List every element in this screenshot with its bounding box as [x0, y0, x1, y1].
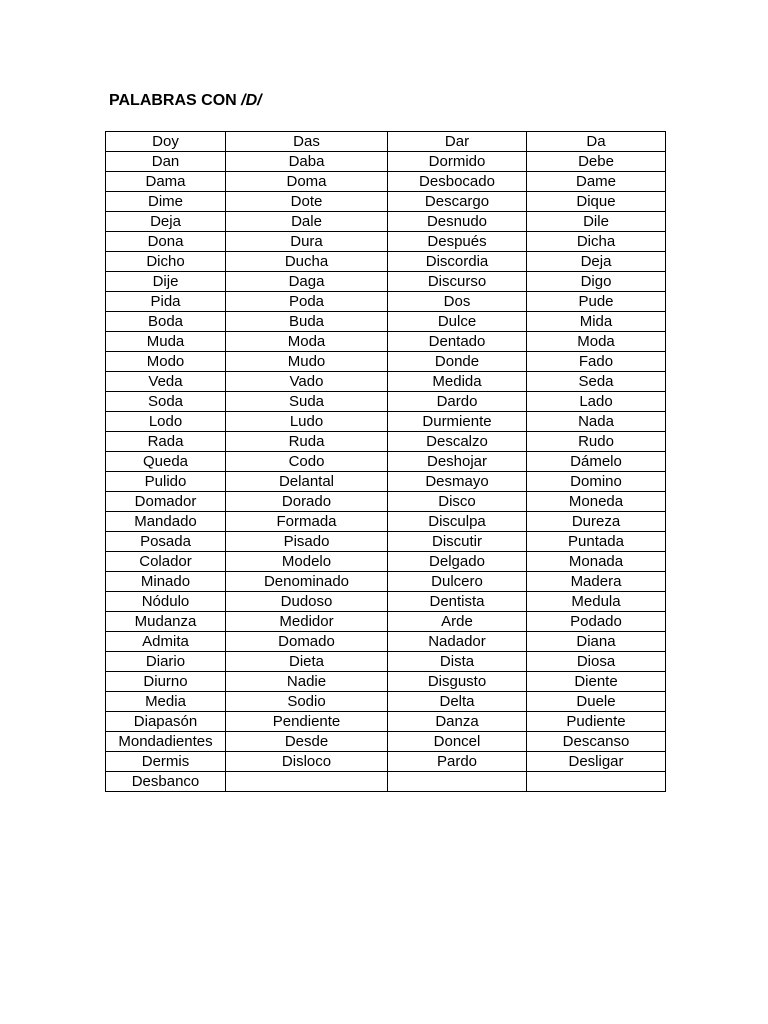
table-cell: Ducha: [226, 252, 388, 272]
table-cell: Disgusto: [388, 672, 527, 692]
table-cell: Codo: [226, 452, 388, 472]
table-cell: Deja: [106, 212, 226, 232]
table-cell: Dentado: [388, 332, 527, 352]
table-row: [106, 552, 666, 572]
table-cell: Dudoso: [226, 592, 388, 612]
table-cell: [388, 772, 527, 792]
table-cell: Descalzo: [388, 432, 527, 452]
table-cell: Pida: [106, 292, 226, 312]
table-cell: Medula: [527, 592, 666, 612]
table-cell: Lado: [527, 392, 666, 412]
table-cell: Dama: [106, 172, 226, 192]
table-cell: Poda: [226, 292, 388, 312]
table-cell: Pendiente: [226, 712, 388, 732]
table-cell: Mudo: [226, 352, 388, 372]
table-cell: Da: [527, 132, 666, 152]
table-cell: Queda: [106, 452, 226, 472]
table-row: [106, 592, 666, 612]
table-cell: Desbanco: [106, 772, 226, 792]
table-cell: Dame: [527, 172, 666, 192]
table-cell: Formada: [226, 512, 388, 532]
table-cell: Rada: [106, 432, 226, 452]
table-cell: Diario: [106, 652, 226, 672]
table-cell: Rudo: [527, 432, 666, 452]
table-cell: Dan: [106, 152, 226, 172]
table-cell: Pudiente: [527, 712, 666, 732]
table-cell: Dicha: [527, 232, 666, 252]
table-cell: Dermis: [106, 752, 226, 772]
page-title-text: PALABRAS CON: [109, 92, 242, 109]
table-cell: Diana: [527, 632, 666, 652]
table-cell: Desbocado: [388, 172, 527, 192]
table-row: [106, 332, 666, 352]
table-row: [106, 312, 666, 332]
table-row: [106, 272, 666, 292]
table-cell: Mudanza: [106, 612, 226, 632]
table-cell: Puntada: [527, 532, 666, 552]
table-cell: Dura: [226, 232, 388, 252]
table-cell: Nada: [527, 412, 666, 432]
table-cell: Pardo: [388, 752, 527, 772]
table-cell: Delta: [388, 692, 527, 712]
table-cell: Muda: [106, 332, 226, 352]
table-cell: Dile: [527, 212, 666, 232]
table-cell: Descanso: [527, 732, 666, 752]
table-cell: Dije: [106, 272, 226, 292]
table-cell: Pisado: [226, 532, 388, 552]
table-cell: Arde: [388, 612, 527, 632]
table-cell: Dureza: [527, 512, 666, 532]
table-cell: Podado: [527, 612, 666, 632]
table-row: [106, 752, 666, 772]
table-cell: Medida: [388, 372, 527, 392]
table-cell: Colador: [106, 552, 226, 572]
table-row: [106, 392, 666, 412]
table-cell: Pulido: [106, 472, 226, 492]
table-cell: Dulce: [388, 312, 527, 332]
word-table-body: [106, 132, 666, 792]
table-cell: Disculpa: [388, 512, 527, 532]
table-row: [106, 732, 666, 752]
table-row: [106, 192, 666, 212]
table-cell: Lodo: [106, 412, 226, 432]
table-row: [106, 692, 666, 712]
table-cell: Dentista: [388, 592, 527, 612]
table-cell: Dardo: [388, 392, 527, 412]
table-cell: Danza: [388, 712, 527, 732]
table-cell: Veda: [106, 372, 226, 392]
table-row: [106, 252, 666, 272]
table-cell: Diosa: [527, 652, 666, 672]
table-cell: Buda: [226, 312, 388, 332]
table-cell: Nadador: [388, 632, 527, 652]
table-cell: Moda: [226, 332, 388, 352]
table-row: [106, 432, 666, 452]
table-cell: Durmiente: [388, 412, 527, 432]
table-cell: Denominado: [226, 572, 388, 592]
table-cell: Discurso: [388, 272, 527, 292]
table-cell: Descargo: [388, 192, 527, 212]
table-cell: Nódulo: [106, 592, 226, 612]
table-row: [106, 612, 666, 632]
table-cell: Dar: [388, 132, 527, 152]
table-cell: Nadie: [226, 672, 388, 692]
table-cell: Doma: [226, 172, 388, 192]
table-cell: Boda: [106, 312, 226, 332]
table-cell: Delantal: [226, 472, 388, 492]
table-cell: Disco: [388, 492, 527, 512]
table-cell: Deshojar: [388, 452, 527, 472]
table-cell: Suda: [226, 392, 388, 412]
table-row: [106, 372, 666, 392]
table-cell: Doncel: [388, 732, 527, 752]
table-cell: Desligar: [527, 752, 666, 772]
table-cell: Dieta: [226, 652, 388, 672]
table-cell: Delgado: [388, 552, 527, 572]
table-row: [106, 632, 666, 652]
table-row: [106, 472, 666, 492]
table-cell: Ruda: [226, 432, 388, 452]
table-row: [106, 292, 666, 312]
table-cell: Dámelo: [527, 452, 666, 472]
table-cell: Donde: [388, 352, 527, 372]
table-cell: Duele: [527, 692, 666, 712]
table-cell: Dulcero: [388, 572, 527, 592]
table-cell: Diapasón: [106, 712, 226, 732]
table-cell: Medidor: [226, 612, 388, 632]
table-cell: Posada: [106, 532, 226, 552]
table-cell: Mandado: [106, 512, 226, 532]
table-cell: Minado: [106, 572, 226, 592]
table-row: [106, 132, 666, 152]
table-row: [106, 212, 666, 232]
table-row: [106, 712, 666, 732]
table-cell: Dique: [527, 192, 666, 212]
table-cell: Modo: [106, 352, 226, 372]
table-row: [106, 452, 666, 472]
table-row: [106, 352, 666, 372]
table-cell: Diente: [527, 672, 666, 692]
table-cell: Mida: [527, 312, 666, 332]
table-cell: Desnudo: [388, 212, 527, 232]
table-row: [106, 512, 666, 532]
table-cell: Dista: [388, 652, 527, 672]
table-row: [106, 152, 666, 172]
table-cell: Das: [226, 132, 388, 152]
table-cell: Vado: [226, 372, 388, 392]
table-cell: Deja: [527, 252, 666, 272]
table-row: [106, 652, 666, 672]
table-cell: Daga: [226, 272, 388, 292]
table-cell: [527, 772, 666, 792]
table-cell: Dormido: [388, 152, 527, 172]
table-row: [106, 492, 666, 512]
table-cell: Desmayo: [388, 472, 527, 492]
table-row: [106, 572, 666, 592]
table-cell: Admita: [106, 632, 226, 652]
table-cell: Dona: [106, 232, 226, 252]
table-cell: Seda: [527, 372, 666, 392]
table-cell: Fado: [527, 352, 666, 372]
table-cell: Discutir: [388, 532, 527, 552]
table-cell: Ludo: [226, 412, 388, 432]
table-row: [106, 172, 666, 192]
table-cell: Daba: [226, 152, 388, 172]
table-cell: Madera: [527, 572, 666, 592]
table-cell: Modelo: [226, 552, 388, 572]
table-cell: Pude: [527, 292, 666, 312]
table-cell: Media: [106, 692, 226, 712]
table-cell: Debe: [527, 152, 666, 172]
table-cell: Dicho: [106, 252, 226, 272]
page-title-emphasis: /D/: [241, 92, 262, 109]
table-row: [106, 532, 666, 552]
table-cell: [226, 772, 388, 792]
table-row: [106, 772, 666, 792]
table-cell: Dote: [226, 192, 388, 212]
table-cell: Doy: [106, 132, 226, 152]
table-row: [106, 412, 666, 432]
table-cell: Dale: [226, 212, 388, 232]
word-table: [105, 131, 666, 792]
table-cell: Sodio: [226, 692, 388, 712]
table-cell: Domador: [106, 492, 226, 512]
table-row: [106, 672, 666, 692]
table-cell: Mondadientes: [106, 732, 226, 752]
page-title: [109, 92, 262, 110]
table-cell: Moda: [527, 332, 666, 352]
table-cell: Soda: [106, 392, 226, 412]
table-cell: Digo: [527, 272, 666, 292]
table-cell: Dime: [106, 192, 226, 212]
table-cell: Domino: [527, 472, 666, 492]
table-cell: Dorado: [226, 492, 388, 512]
table-cell: Disloco: [226, 752, 388, 772]
table-cell: Dos: [388, 292, 527, 312]
table-cell: Monada: [527, 552, 666, 572]
table-cell: Moneda: [527, 492, 666, 512]
table-cell: Después: [388, 232, 527, 252]
table-cell: Domado: [226, 632, 388, 652]
table-cell: Discordia: [388, 252, 527, 272]
table-cell: Desde: [226, 732, 388, 752]
table-row: [106, 232, 666, 252]
table-cell: Diurno: [106, 672, 226, 692]
